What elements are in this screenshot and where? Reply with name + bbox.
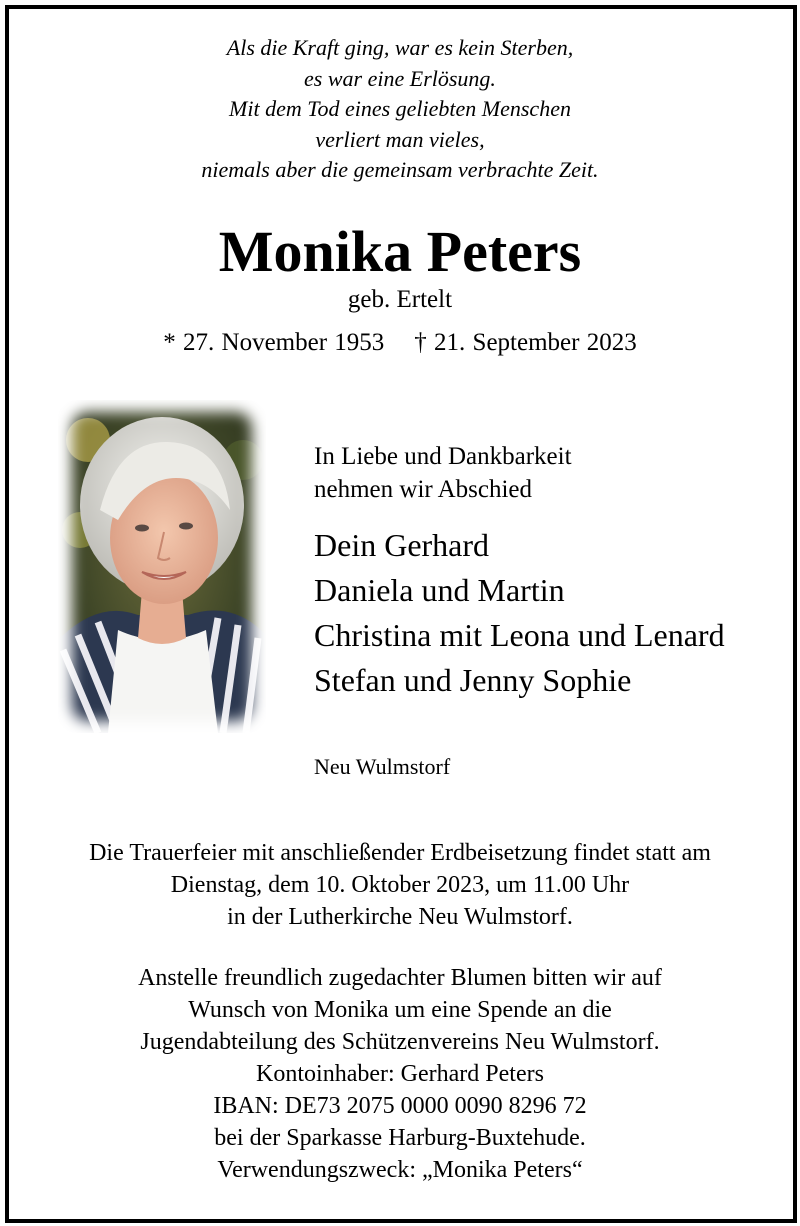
poem-line: Als die Kraft ging, war es kein Sterben, <box>226 35 574 60</box>
mourner-entry: Daniela und Martin <box>314 572 565 608</box>
mourner-entry: Christina mit Leona und Lenard <box>314 617 725 653</box>
poem-line: Mit dem Tod eines geliebten Menschen <box>229 96 571 121</box>
donation-line: Jugendabteilung des Schützenvereins Neu Wulmstorf. <box>140 1029 660 1055</box>
deceased-name: Monika Peters <box>218 219 582 284</box>
bank-name: bei der Sparkasse Harburg-Buxtehude. <box>214 1125 586 1151</box>
poem-line: niemals aber die gemeinsam verbrachte Zeit. <box>201 157 599 182</box>
farewell-line: In Liebe und Dankbarkeit <box>314 443 572 470</box>
service-line: Dienstag, dem 10. Oktober 2023, um 11.00 Uhr <box>170 872 630 898</box>
life-dates <box>0 327 800 359</box>
funeral-service-info <box>0 837 800 933</box>
mourners-list <box>314 523 725 703</box>
place-name: Neu Wulmstorf <box>314 754 451 779</box>
farewell-line: nehmen wir Abschied <box>314 476 533 503</box>
farewell-text <box>314 440 572 506</box>
birth-date: * 27. November 1953 <box>163 329 385 356</box>
poem-line: es war eine Erlösung. <box>304 65 496 91</box>
mourner-entry: Stefan und Jenny Sophie <box>314 662 632 698</box>
service-line: Die Trauerfeier mit anschließender Erdbeisetzung findet statt am <box>89 840 711 866</box>
account-holder: Kontoinhaber: Gerhard Peters <box>256 1061 544 1087</box>
payment-reference: Verwendungszweck: „Monika Peters“ <box>217 1157 583 1183</box>
portrait-photo <box>58 400 266 733</box>
death-date: † 21. September 2023 <box>414 329 637 356</box>
service-line: in der Lutherkirche Neu Wulmstorf. <box>227 904 573 930</box>
memorial-poem <box>0 33 800 186</box>
donation-info <box>0 962 800 1186</box>
donation-line: Anstelle freundlich zugedachter Blumen bitten wir auf <box>138 965 662 991</box>
iban: IBAN: DE73 2075 0000 0090 8296 72 <box>213 1093 587 1119</box>
mourner-entry: Dein Gerhard <box>314 527 490 563</box>
poem-line: verliert man vieles, <box>315 126 485 152</box>
donation-line: Wunsch von Monika um eine Spende an die <box>188 997 612 1023</box>
birth-name: geb. Ertelt <box>347 286 453 313</box>
